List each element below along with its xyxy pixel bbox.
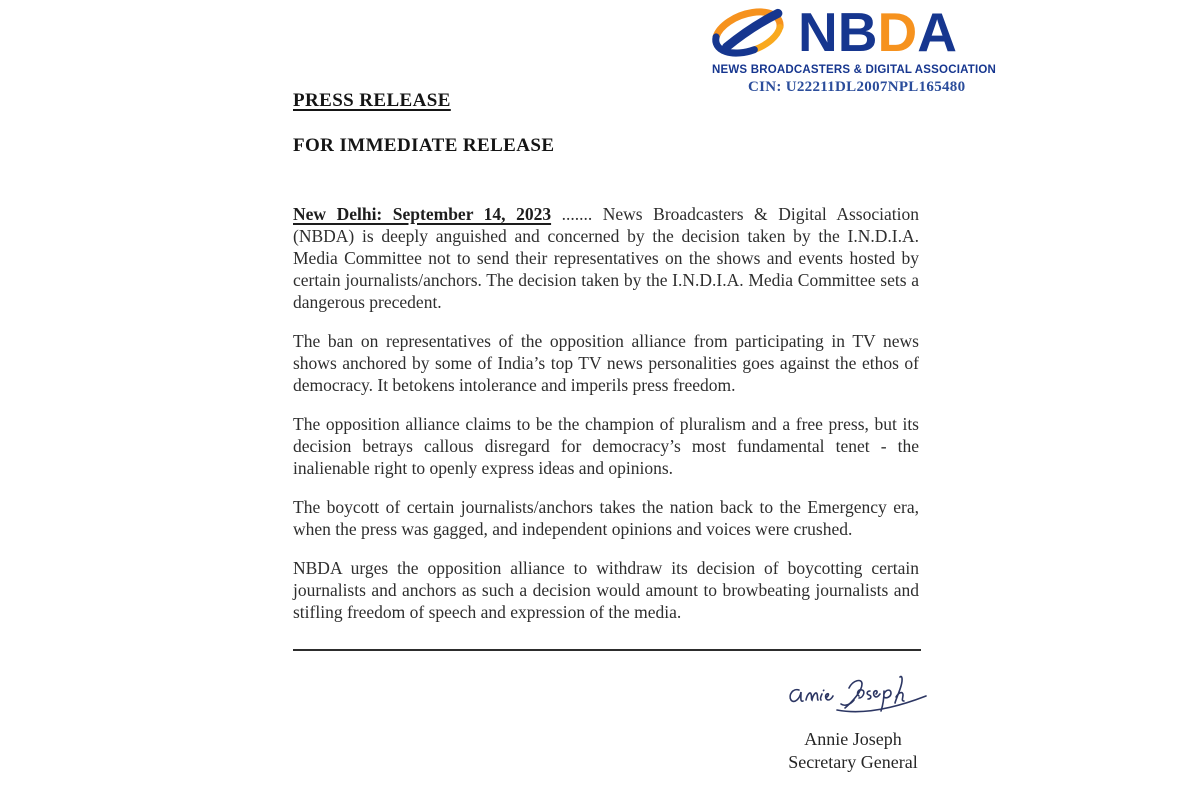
- heading-for-immediate-release: FOR IMMEDIATE RELEASE: [293, 135, 555, 156]
- heading-press-release: PRESS RELEASE: [293, 90, 451, 111]
- paragraph-1: [293, 203, 919, 313]
- document-body: [293, 90, 919, 640]
- signatory-title: Secretary General: [788, 752, 918, 772]
- dateline-dots: .......: [551, 204, 603, 224]
- nbda-logo-block: [698, 1, 997, 96]
- signatory-block: [758, 728, 948, 774]
- paragraphs: [293, 203, 919, 623]
- paragraph-1-text: News Broadcasters & Digital Association (NBDA) is deeply anguished and concerned by the decision taken by the I.N.D.I.A. Media Committee not to send their representatives on the shows and events hosted by certain journalists/anchors. The decision taken by the I.N.D.I.A. Media Committee sets a dangerous precedent.: [293, 204, 919, 312]
- paragraph-4: The boycott of certain journalists/anchors takes the nation back to the Emergency era, when the press was gagged, and independent opinions and voices were crushed.: [293, 497, 919, 539]
- nbda-swirl-logo-icon: [698, 4, 798, 62]
- wordmark-a: A: [917, 1, 957, 63]
- divider-rule: [293, 649, 921, 651]
- nbda-wordmark: [798, 1, 957, 63]
- wordmark-d: D: [877, 1, 918, 63]
- wordmark-nb: NB: [798, 1, 878, 63]
- paragraph-2: The ban on representatives of the opposition alliance from participating in TV news shows anchored by some of India’s top TV news personalities goes against the ethos of democracy. It betokens intolerance and imperils press freedom.: [293, 331, 919, 395]
- signature-image: [783, 660, 935, 718]
- paragraph-3: The opposition alliance claims to be the champion of pluralism and a free press, but its decision betrays callous disregard for democracy’s most fundamental tenet - the inalienable right to openly express ideas and opinions.: [293, 414, 919, 478]
- cin-number: CIN: U22211DL2007NPL165480: [748, 79, 966, 95]
- paragraph-5: NBDA urges the opposition alliance to withdraw its decision of boycotting certain journalists and anchors as such a decision would amount to browbeating journalists and stifling freedom of speech and expression of the media.: [293, 558, 919, 622]
- signatory-name: Annie Joseph: [804, 729, 902, 749]
- dateline: New Delhi: September 14, 2023: [293, 204, 552, 224]
- nbda-tagline: NEWS BROADCASTERS & DIGITAL ASSOCIATION: [712, 64, 997, 76]
